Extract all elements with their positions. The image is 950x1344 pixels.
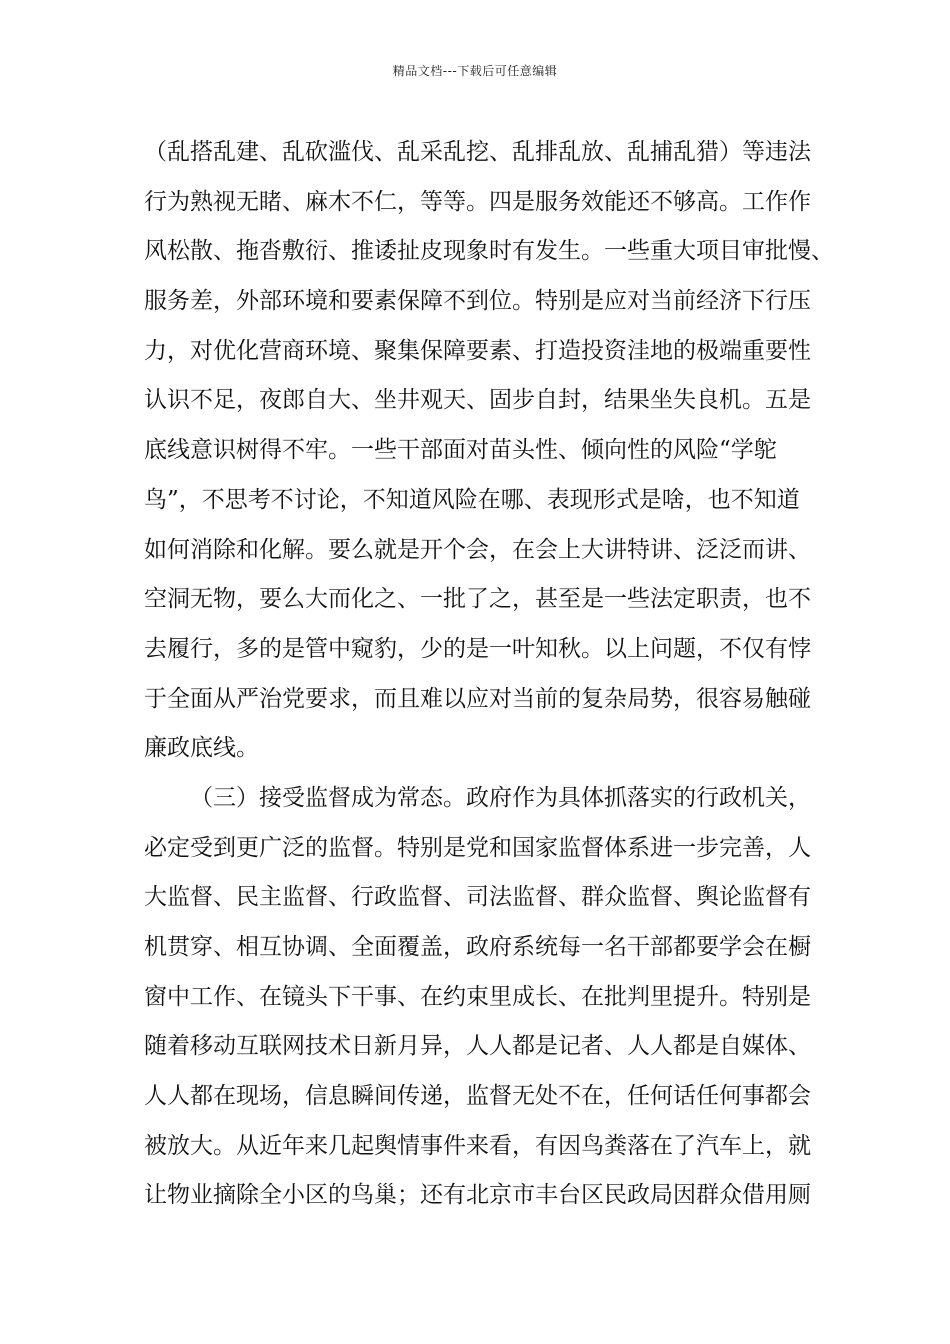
text-line: 大监督、民主监督、行政监督、司法监督、群众监督、舆论监督有 bbox=[144, 884, 811, 911]
text-line: 认识不足，夜郎自大、坐井观天、固步自封，结果坐失良机。五是 bbox=[144, 387, 811, 414]
text-line: 廉政底线。 bbox=[144, 735, 259, 762]
text-line: 窗中工作、在镜头下干事、在约束里成长、在批判里提升。特别是 bbox=[144, 983, 811, 1010]
text-line: 去履行，多的是管中窥豹，少的是一叶知秋。以上问题，不仅有悖 bbox=[144, 635, 811, 662]
text-line: 空洞无物，要么大而化之、一批了之，甚至是一些法定职责，也不 bbox=[144, 586, 811, 613]
text-line: 行为熟视无睹、麻木不仁，等等。四是服务效能还不够高。工作作 bbox=[144, 188, 811, 215]
text-line: 底线意识树得不牢。一些干部面对苗头性、倾向性的风险“学鸵 bbox=[144, 437, 777, 464]
text-line: 必定受到更广泛的监督。特别是党和国家监督体系进一步完善，人 bbox=[144, 834, 811, 861]
text-line: 鸟”，不思考不讨论，不知道风险在哪、表现形式是啥，也不知道 bbox=[144, 486, 800, 513]
text-line: 人人都在现场，信息瞬间传递，监督无处不在，任何话任何事都会 bbox=[144, 1083, 811, 1110]
text-line: 机贯穿、相互协调、全面覆盖，政府系统每一名干部都要学会在橱 bbox=[144, 934, 811, 960]
text-line: 于全面从严治党要求，而且难以应对当前的复杂局势，很容易触碰 bbox=[144, 685, 811, 712]
text-line: 被放大。从近年来几起舆情事件来看，有因鸟粪落在了汽车上，就 bbox=[144, 1132, 811, 1159]
section-heading-line: （三）接受监督成为常态。政府作为具体抓落实的行政机关， bbox=[190, 784, 811, 811]
text-line: 力，对优化营商环境、聚集保障要素、打造投资洼地的极端重要性 bbox=[144, 337, 811, 364]
text-line: 如何消除和化解。要么就是开个会，在会上大讲特讲、泛泛而讲、 bbox=[144, 536, 811, 563]
page-header: 精品文档---下载后可任意编辑 bbox=[392, 64, 558, 78]
text-line: 风松散、拖沓敷衍、推诿扯皮现象时有发生。一些重大项目审批慢、 bbox=[144, 238, 834, 265]
document-body bbox=[144, 128, 834, 1221]
text-line: 随着移动互联网技术日新月异，人人都是记者、人人都是自媒体、 bbox=[144, 1033, 811, 1060]
text-line: （乱搭乱建、乱砍滥伐、乱采乱挖、乱排乱放、乱捕乱猎）等违法 bbox=[144, 139, 811, 165]
text-line: 让物业摘除全小区的鸟巢；还有北京市丰台区民政局因群众借用厕 bbox=[144, 1182, 811, 1209]
text-line: 服务差，外部环境和要素保障不到位。特别是应对当前经济下行压 bbox=[144, 288, 811, 315]
